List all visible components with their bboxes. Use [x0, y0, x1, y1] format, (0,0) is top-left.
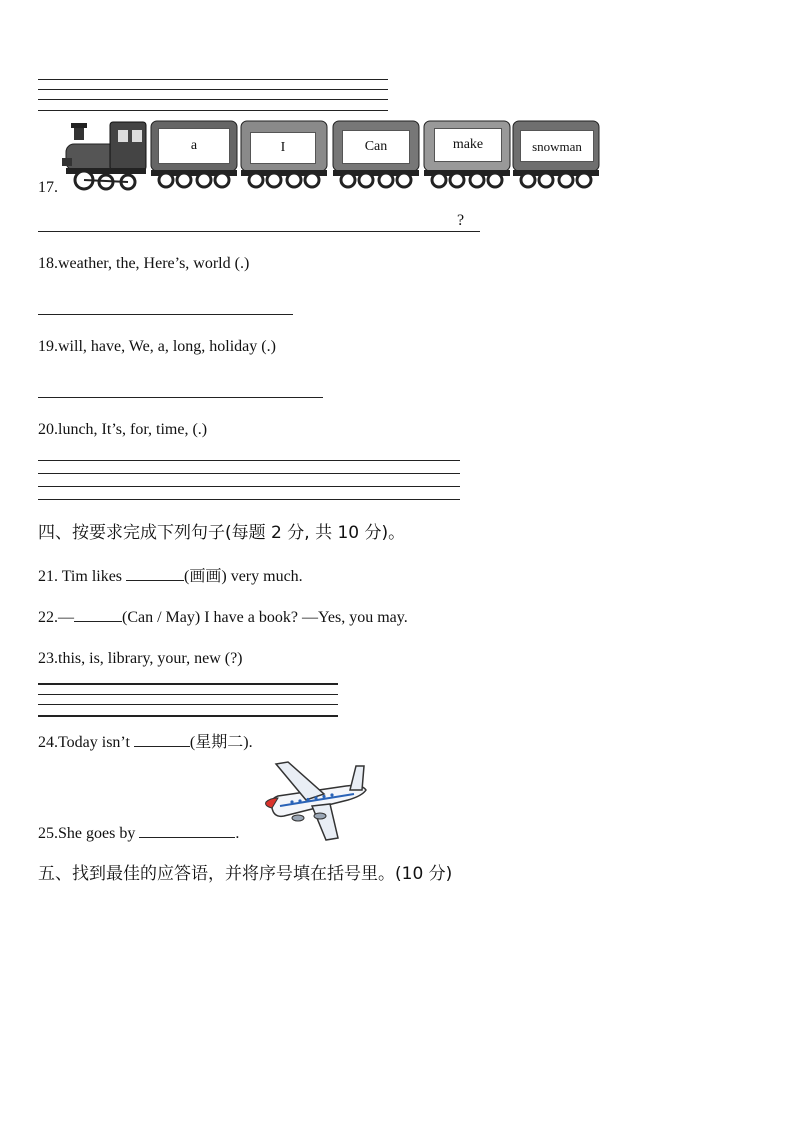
question-mark: ? [457, 212, 465, 229]
writing-line [38, 89, 388, 90]
writing-line [38, 715, 338, 717]
section-5-heading: 五、找到最佳的应答语，并将序号填在括号里。(10 分) [38, 864, 453, 884]
fill-blank[interactable] [126, 566, 184, 581]
writing-line [38, 460, 460, 461]
airplane-icon [258, 760, 378, 842]
question-21-after: (画画) very much. [184, 568, 303, 585]
writing-line [38, 473, 460, 474]
question-24-before: 24.Today isn’t [38, 734, 134, 751]
writing-line [38, 110, 388, 111]
fill-blank[interactable] [134, 732, 190, 747]
word-card: a [158, 128, 230, 164]
question-22-before: 22.— [38, 609, 74, 626]
writing-line [38, 99, 388, 100]
writing-line [38, 486, 460, 487]
train-locomotive-icon [62, 118, 152, 194]
writing-line [38, 683, 338, 685]
question-22 [38, 607, 408, 628]
question-25-after: . [235, 825, 240, 842]
question-25-before: 25.She goes by [38, 825, 140, 842]
question-21-before: 21. Tim likes [38, 568, 127, 585]
answer-line [38, 397, 323, 398]
question-25 [38, 823, 239, 844]
question-18: 18.weather, the, Here’s, world (.) [38, 255, 250, 272]
question-17-number: 17. [38, 179, 58, 196]
question-24-after: (星期二). [189, 734, 253, 751]
writing-line [38, 694, 338, 695]
word-card: make [434, 128, 502, 162]
writing-line [38, 79, 388, 80]
question-21 [38, 566, 303, 587]
question-22-after: (Can / May) I have a book? —Yes, you may. [122, 609, 408, 626]
question-23: 23.this, is, library, your, new (?) [38, 650, 243, 667]
writing-line [38, 499, 460, 500]
word-card: I [250, 132, 316, 164]
question-20: 20.lunch, It’s, for, time, (.) [38, 421, 208, 438]
section-4-heading: 四、按要求完成下列句子(每题 2 分, 共 10 分)。 [38, 523, 406, 543]
word-card: Can [342, 130, 410, 164]
question-19: 19.will, have, We, a, long, holiday (.) [38, 338, 276, 355]
answer-line [38, 314, 293, 315]
answer-line [38, 231, 480, 232]
question-24 [38, 732, 253, 753]
writing-line [38, 704, 338, 705]
fill-blank[interactable] [139, 823, 235, 838]
word-card: snowman [520, 130, 594, 162]
fill-blank[interactable] [74, 607, 122, 622]
